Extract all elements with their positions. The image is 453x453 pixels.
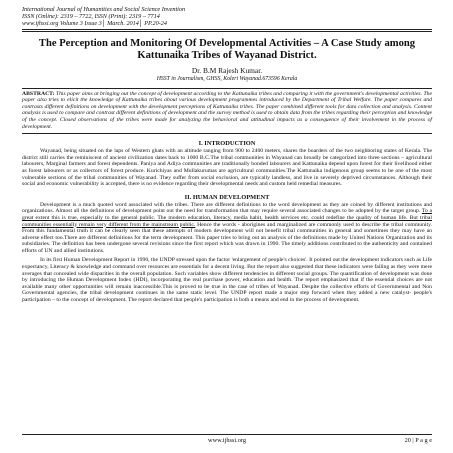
page-footer [22,434,432,444]
section-heading-human-development: II. HUMAN DEVELOPMENT [184,193,270,201]
paragraph-text: Development is a much quoted word associated with the tribes. There are different definitions to the word development as they are coined by different institutions and organizations. Almost all the definitions of development point out the need for transformation that may require several associated changes to be adopted by the target group. [22,201,432,215]
abstract-box [22,88,432,135]
introduction-paragraph: Wayanad, being situated on the laps of Western ghats with an altitude ranging from 900 to 2400 meters, shares the boarders of the two neighboring states of Kerala. The district still carries the reminiscent of ancient civilization dates back to 1000 B.C.The tribal communities in Wayanad can broadly be categorized into three sections – agricultural labourers, Marginal farmers and forest dependents. Paniya and Adiya communities are traditionally bonded labourers and Kattunaika depend upon forest for their livelihood either as forest labourers or as collectors of forest produce. Kurichiyas and Mullakurumas are agricultural communities.The Kattunaika indigenous group seems to be one of the most vulnerable sections of the tribal communities of Wayanad. They suffer from social exclusion, are typically landless, and live in severely deprived circumstances. Although their social and economic vulnerability is accepted, there is no evidence regarding their developmental needs and custom held remedial measures. [22,148,432,188]
journal-volume: www.ijhssi.org Volume 3 Issue 3│ March. 2014│ PP.20-24 [22,20,167,28]
human-development-paragraph-1 [22,202,432,255]
footer-url: www.ijhssi.org [208,437,246,444]
paragraph-text: Hence the words - aborigines and marginalized are commonly used to describe the tribal community. From this fundamental truth it can be clearly seen that these attempts of modern development will not benefit tribal communities in general and sometimes they may have an adverse effect too.There are different definitions for the term development. This paper tries to bring out an analysis of the definitions made by United Nations Organization and its subsidiaries. The definition has been undergone several revisions since the first report which was drawn in 1990. The timely additions contributed to the authenticity and contained efforts of UN and allied institutions. [22,221,432,254]
abstract [22,91,432,131]
header-rule [22,29,432,30]
journal-header [22,6,432,28]
abstract-label: ABSTRACT: [22,90,55,97]
paper-page [22,6,432,307]
author-name: Dr. B.M Rajesh Kumar. [191,65,263,75]
journal-name: International Journal of Humanities and Social Science Invention [22,6,186,13]
page-number: 20 | P a g e [404,437,432,444]
section-heading-introduction: I. INTRODUCTION [198,140,256,148]
underlined-text: To a great extent this is true, especially to the general public. The modern education, literacy, media habit, health services etc. could redefine the quality of human life. But tribal communities essentially remain very different from the mainstream public. [22,208,432,228]
paper-title: The Perception and Monitoring Of Developmental Activities – A Case Study among Kattunaika Tribes of Wayanad District. [38,37,416,61]
journal-issn: ISSN (Online): 2319 – 7722, ISSN (Print): 2319 – 7714 [22,13,160,21]
human-development-paragraph-2: In its first Human Development Report in 1990, the UNDP stressed upon the factor 'enlargement of people's choices'. It pointed out the development indicators such as Life expectancy, Literacy & knowledge and command over resources are essentials for a decent living. But the report also suggested that these indicators were failing as they were mere averages that concealed wide disparities in the overall population. Such variables show different tendencies in different social groups. The quantification of development was done by introducing the Human Development Index (HDI), incorporating the real purchase power, education and health. The report emphasized that if the essential choices are not available many other opportunities will remain inaccessible.This is proved to be true in the case of tribes of Wayanad. Despite the collective efforts of Governmental and Non Governmental agencies, the tribal development continues in the same static level. The UNDP report made a major step forward when they added a new catalyst- people's participation – to the concept of development. The report declared that people's participation is both a means and end in the process of development. [22,257,432,304]
author-affiliation: HSST in Journalism, GHSS, Koleri Wayanad.673596 Kerala [156,75,298,82]
header-rule-double [22,31,432,32]
abstract-text: This paper aims at bringing out the concept of development according to the Kattunaika tribes and comparing it with the government's developmental activities. The paper also tries to elicit the knowledge of Kattunaika tribes about various development programmes introduced by the Department of Tribal Welfare. The paper compares and contrasts different definitions on development with the development perceptions of Kattunaika tribes. The paper combined different tools for data collection and analysis. Content analysis is used to compare and contrast different definitions of development and the survey method is used to obtain data from the tribes regarding their perception and knowledge of the concept. Closed observations of the tribes were made for analyzing the behavioral and attitudinal impacts as a consequence of their involvement in the process of development. [22,90,432,130]
